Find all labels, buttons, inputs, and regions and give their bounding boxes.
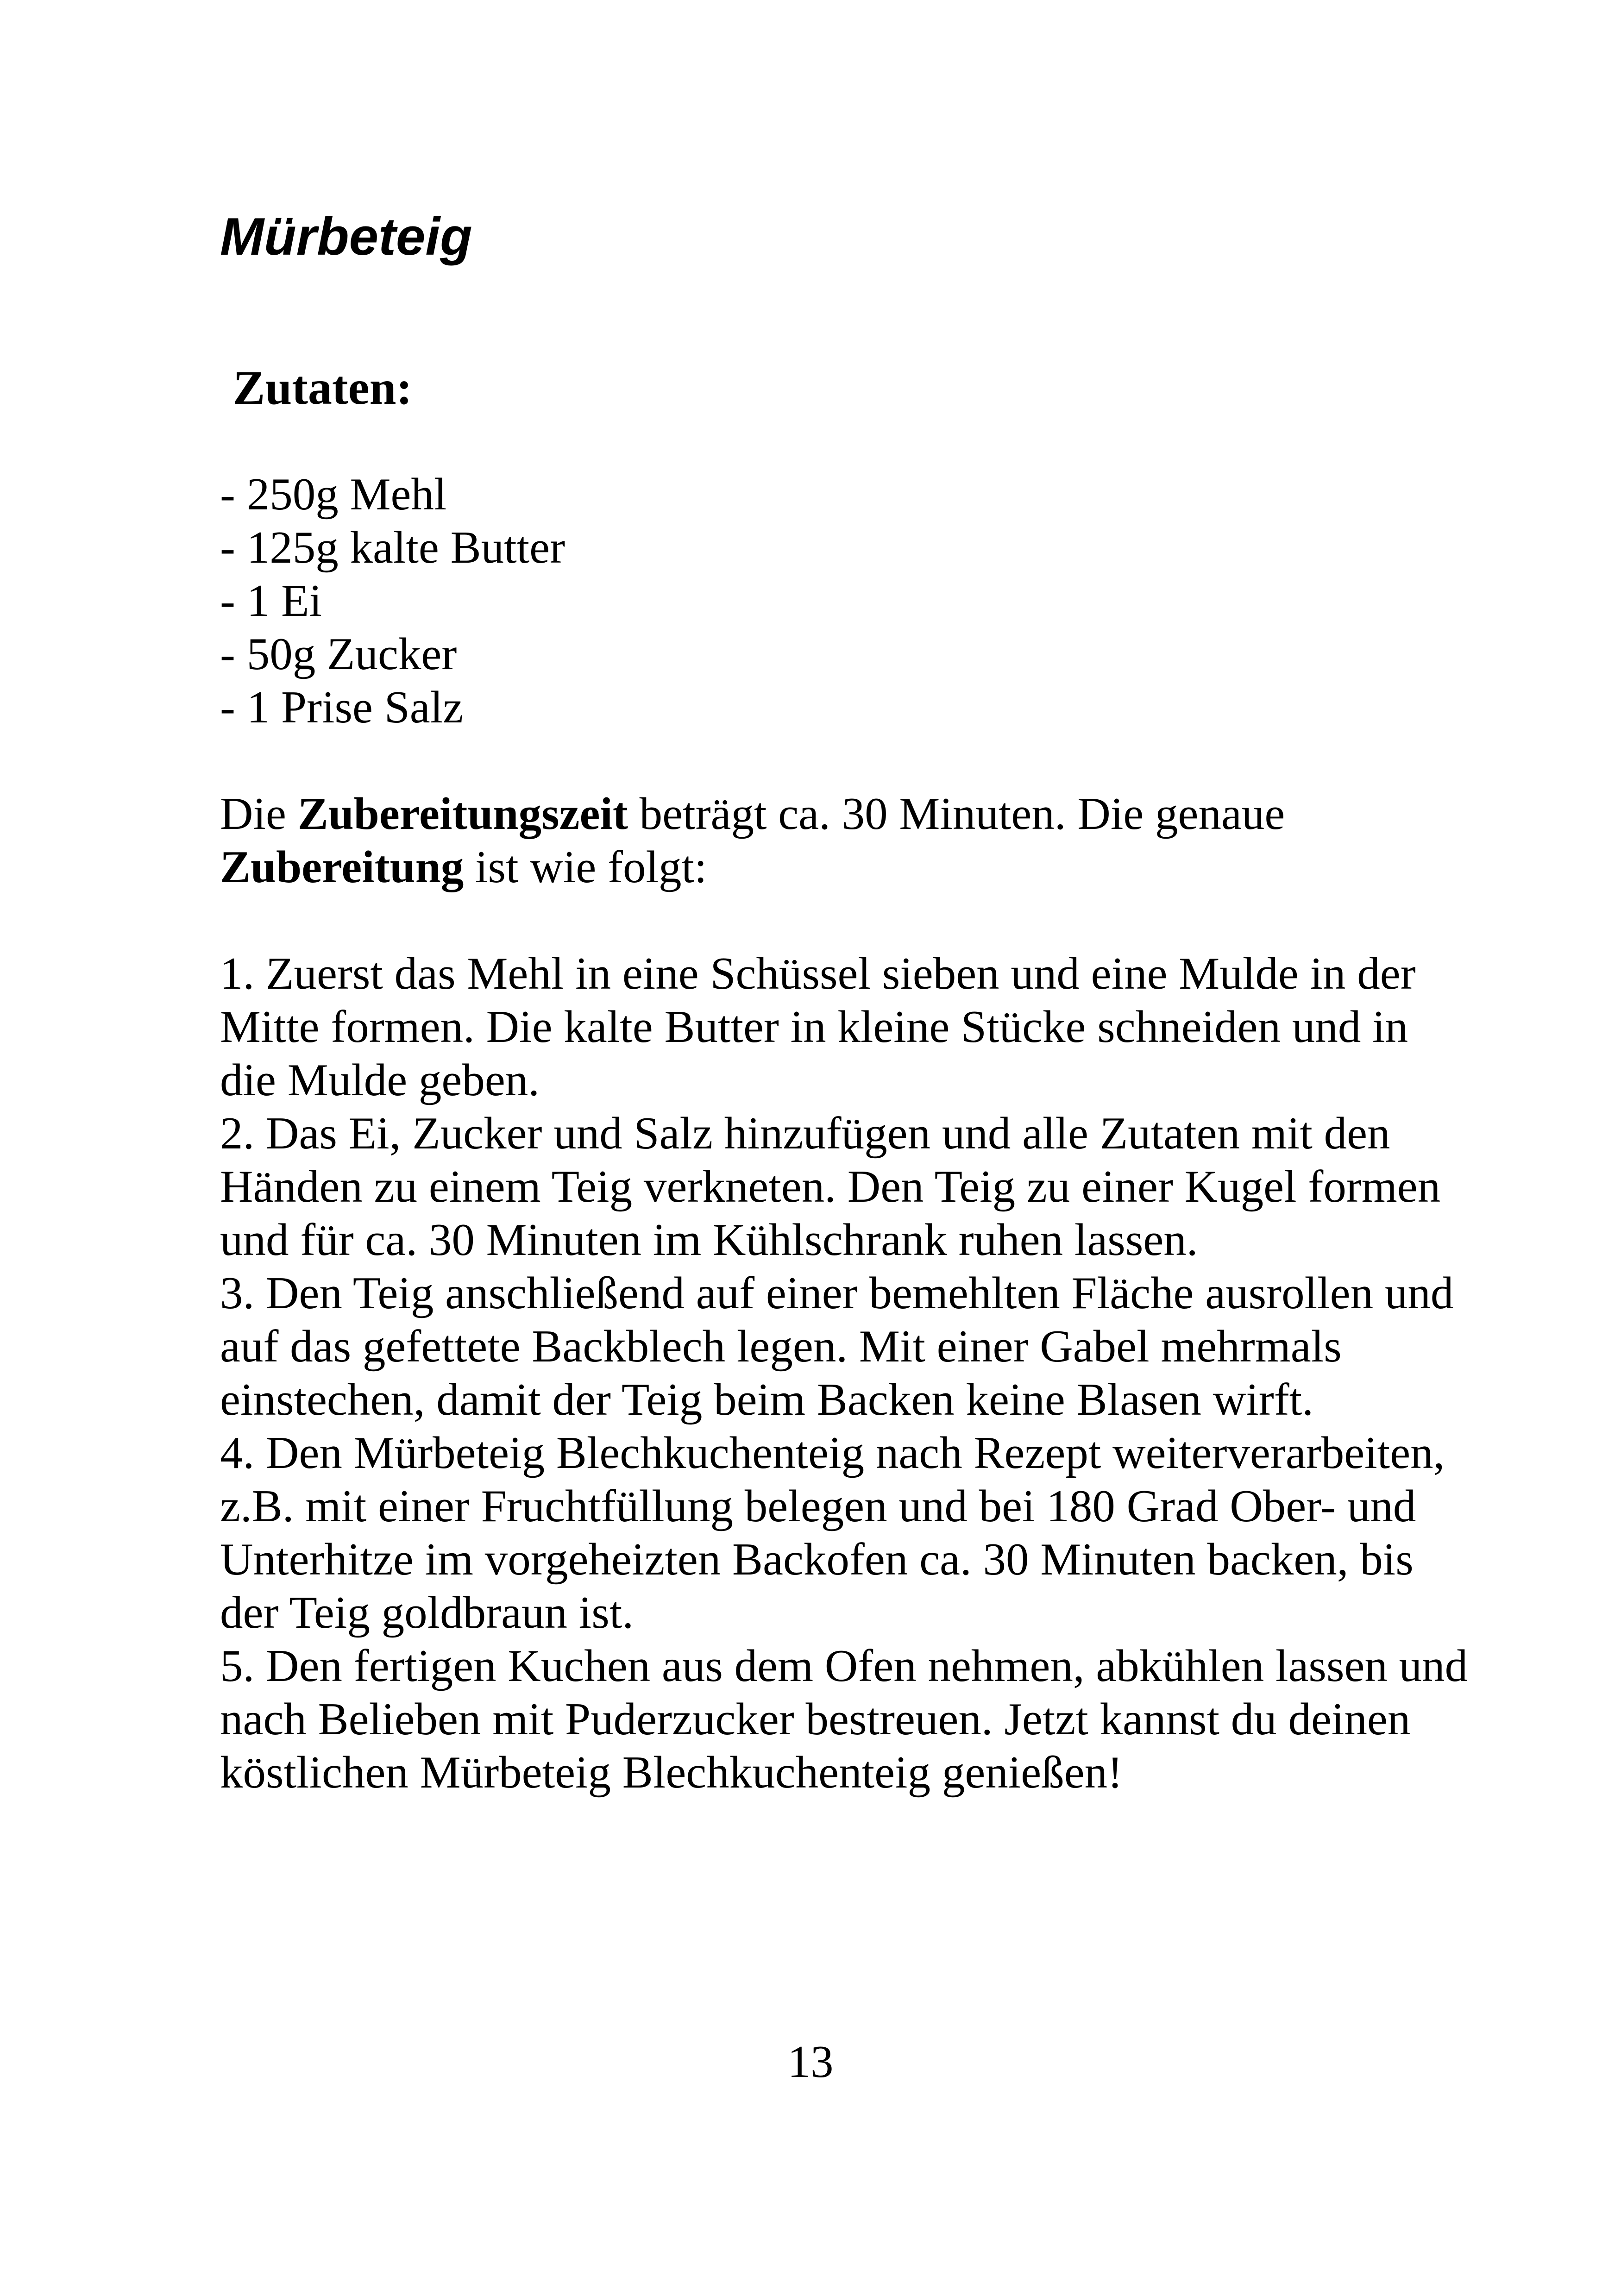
page-number: 13 — [787, 2037, 834, 2087]
intro-text: ist wie folgt: — [464, 842, 707, 892]
ingredient-item: - 250g Mehl — [220, 469, 447, 520]
step-item: 1. Zuerst das Mehl in eine Schüssel sieben und eine Mulde in der Mitte formen. Die kalte Butter in kleine Stücke schneiden und in die Mulde geben. — [220, 948, 1416, 1105]
intro-text: beträgt ca. 30 Minuten. Die genaue — [628, 789, 1285, 839]
intro-text: Die — [220, 789, 298, 839]
step-item: 3. Den Teig anschließend auf einer bemehlten Fläche ausrollen und auf das gefettete Backblech legen. Mit einer Gabel mehrmals einstechen, damit der Teig beim Backen keine Blasen wirft. — [220, 1268, 1454, 1425]
step-item: 2. Das Ei, Zucker und Salz hinzufügen und alle Zutaten mit den Händen zu einem Teig verkneten. Den Teig zu einer Kugel formen und für ca. 30 Minuten im Kühlschrank ruhen lassen. — [220, 1108, 1441, 1265]
ingredient-item: - 1 Ei — [220, 576, 322, 626]
preparation-intro — [220, 787, 1470, 894]
step-item: 4. Den Mürbeteig Blechkuchenteig nach Rezept weiterverarbeiten, z.B. mit einer Fruchtfüllung belegen und bei 180 Grad Ober- und Unterhitze im vorgeheizten Backofen ca. 30 Minuten backen, bis der Teig goldbraun ist. — [220, 1428, 1445, 1638]
ingredient-item: - 50g Zucker — [220, 629, 457, 679]
ingredients-list — [220, 468, 1470, 734]
preparation-steps — [220, 947, 1470, 1799]
step-item: 5. Den fertigen Kuchen aus dem Ofen nehmen, abkühlen lassen und nach Belieben mit Puderzucker bestreuen. Jetzt kannst du deinen köstlichen Mürbeteig Blechkuchenteig genießen! — [220, 1641, 1468, 1798]
page-title: Mürbeteig — [220, 207, 472, 266]
intro-bold-term: Zubereitung — [220, 842, 464, 892]
ingredient-item: - 1 Prise Salz — [220, 682, 464, 733]
ingredients-heading: Zutaten: — [233, 361, 413, 414]
intro-bold-term: Zubereitungszeit — [297, 789, 628, 839]
ingredient-item: - 125g kalte Butter — [220, 522, 565, 573]
recipe-body — [220, 361, 1470, 1799]
